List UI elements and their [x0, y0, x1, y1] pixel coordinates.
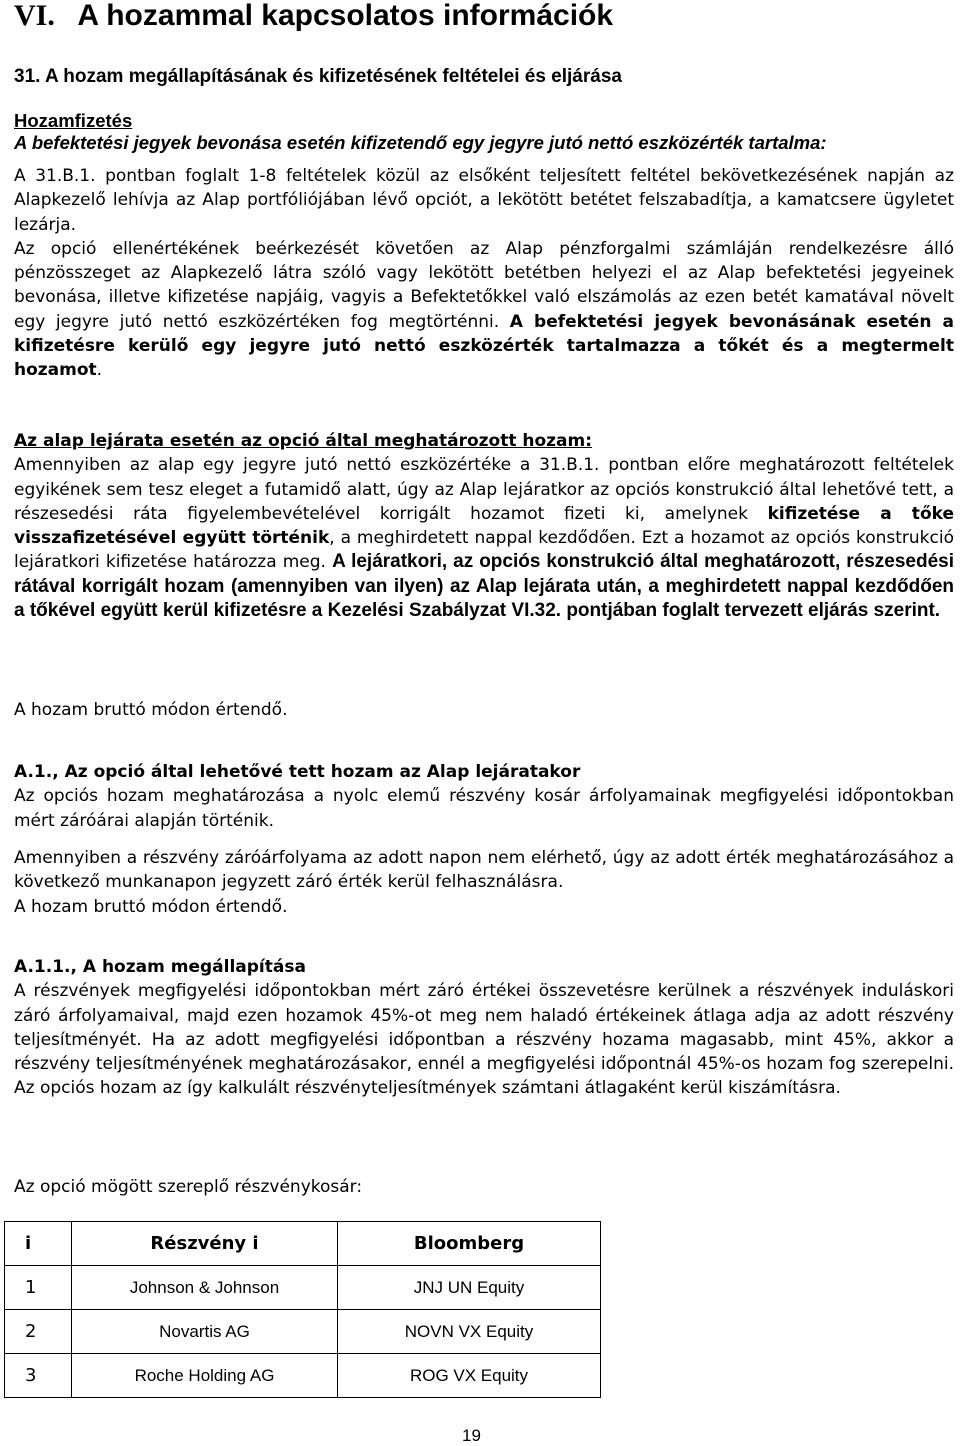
chapter-heading	[14, 0, 613, 32]
table-cell: NOVN VX Equity	[338, 1310, 601, 1354]
paragraph: Az opció ellenértékének beérkezését követően az Alap pénzforgalmi számláján rendelkezésre álló pénzösszeget az Alapkezelő látra szóló vagy lekötött betétben helyezi el az Alap befektetési jegyeinek bevonása, illetve kifizetése napjáig, vagyis a Befektetőkkel való elszámolás az ezen betét kamatával növelt egy jegyre jutó nettó eszközértéken fog megtörténni. A befektetési jegyek bevonásának esetén a kifizetésre kerülő egy jegyre jutó nettó eszközérték tartalmazza a tőkét és a megtermelt hozamot.	[14, 238, 955, 381]
header-cell: Részvény i	[72, 1222, 338, 1266]
table-cell: 1	[5, 1266, 72, 1310]
a1-title: A.1., Az opció által lehetővé tett hozam az Alap lejáratakor	[14, 762, 581, 782]
table-cell: Johnson & Johnson	[72, 1266, 338, 1310]
bold-text: A lejáratkori, az opciós konstrukció által meghatározott, részesedési rátával korrigált hozam (amennyiben van ilyen) az Alap lejárata után, a meghirdetett nappal kezdődően a tőkével együtt kerül kifizetésre a Kezelési Szabályzat VI.32. pontjában foglalt tervezett eljárás szerint.	[14, 551, 955, 622]
table-cell: 3	[5, 1354, 72, 1398]
table-cell: Novartis AG	[72, 1310, 338, 1354]
lejarat-title: Az alap lejárata esetén az opció által meghatározott hozam:	[14, 431, 593, 451]
table-cell: Roche Holding AG	[72, 1354, 338, 1398]
page-number: 19	[462, 1426, 481, 1445]
paragraph: A 31.B.1. pontban foglalt 1-8 feltételek közül az elsőként teljesített feltétel bekövetkezésének napján az Alapkezelő lehívja az Alap portfóliójában lévő opciót, a lekötött betétet felszabadítja, a kamatcsere ügyletet lezárja.	[14, 166, 954, 235]
lejarat-section	[14, 429, 954, 623]
paragraph: Az opciós hozam meghatározása a nyolc elemű részvény kosár árfolyamainak megfigyelési időpontokban mért záróárai alapján történik.	[14, 786, 954, 831]
paragraph: Amennyiben az alap egy jegyre jutó nettó eszközértéke a 31.B.1. pontban előre meghatározott feltételek egyikének sem tesz eleget a futamidő alatt, úgy az Alap lejáratkor az opciós konstrukció által lehetővé tett, a részesedési ráta figyelembevételével korrigált hozamot fizeti ki, amelynek kifizetése a tőke visszafizetésével együtt történik, a meghirdetett nappal kezdődően. Ezt a hozamot az opciós konstrukció lejáratkori kifizetése határozza meg. A lejáratkori, az opciós konstrukció által meghatározott, részesedési rátával korrigált hozam (amennyiben van ilyen) az Alap lejárata után, a meghirdetett nappal kezdődően a tőkével együtt kerül kifizetésre a Kezelési Szabályzat VI.32. pontjában foglalt tervezett eljárás szerint.	[14, 455, 955, 622]
a1-section	[14, 760, 954, 833]
chapter-number: VI.	[14, 0, 55, 32]
bold-text: kifizetése a tőke visszafizetésével együtt történik	[14, 503, 954, 549]
stock-basket-table	[4, 1221, 601, 1398]
a11-title: A.1.1., A hozam megállapítása	[14, 957, 306, 977]
paragraph: A hozam bruttó módon értendő.	[14, 700, 288, 720]
paragraph: Amennyiben a részvény záróárfolyama az adott napon nem elérhető, úgy az adott érték meghatározásához a következő munkanapon jegyzett záró érték kerül felhasználásra.	[14, 848, 954, 893]
basket-label: Az opció mögött szereplő részvénykosár:	[14, 1177, 363, 1197]
table-row	[5, 1354, 601, 1398]
a11-section	[14, 955, 954, 1101]
table-row	[5, 1266, 601, 1310]
table-cell: 2	[5, 1310, 72, 1354]
hozamfizetes-heading	[14, 111, 954, 153]
hozamfizetes-title: Hozamfizetés	[14, 110, 133, 131]
table-header-row	[5, 1222, 601, 1266]
table-cell: ROG VX Equity	[338, 1354, 601, 1398]
hozamfizetes-subtitle: A befektetési jegyek bevonása esetén kifizetendő egy jegyre jutó nettó eszközérték tartalma:	[14, 132, 827, 153]
table-cell: JNJ UN Equity	[338, 1266, 601, 1310]
chapter-title: A hozammal kapcsolatos információk	[77, 0, 614, 32]
section-heading: 31. A hozam megállapításának és kifizetésének feltételei és eljárása	[14, 66, 622, 87]
table-row	[5, 1310, 601, 1354]
paragraph: A részvények megfigyelési időpontokban mért záró értékei összevetésre kerülnek a részvények induláskori záró árfolyamaival, majd ezen hozamok 45%-ot meg nem haladó értékeinek átlaga adja az adott részvény teljesítményét. Ha az adott megfigyelési időpontban a részvény hozama magasabb, mint 45%, akkor a részvény teljesítményének meghatározásakor, ennél a megfigyelési időpontnál 45%-os hozam fog szerepelni. Az opciós hozam az így kalkulált részvényteljesítmények számtani átlagaként kerül kiszámításra.	[14, 981, 954, 1099]
bold-text: A befektetési jegyek bevonásának esetén a kifizetésre kerülő egy jegyre jutó nettó eszközérték tartalmazza a tőkét és a megtermelt hozamot	[14, 311, 955, 381]
hozamfizetes-body	[14, 164, 954, 383]
header-cell: Bloomberg	[338, 1222, 601, 1266]
paragraph: A hozam bruttó módon értendő.	[14, 896, 288, 917]
header-cell: i	[5, 1222, 72, 1266]
a1-section-cont	[14, 846, 954, 919]
